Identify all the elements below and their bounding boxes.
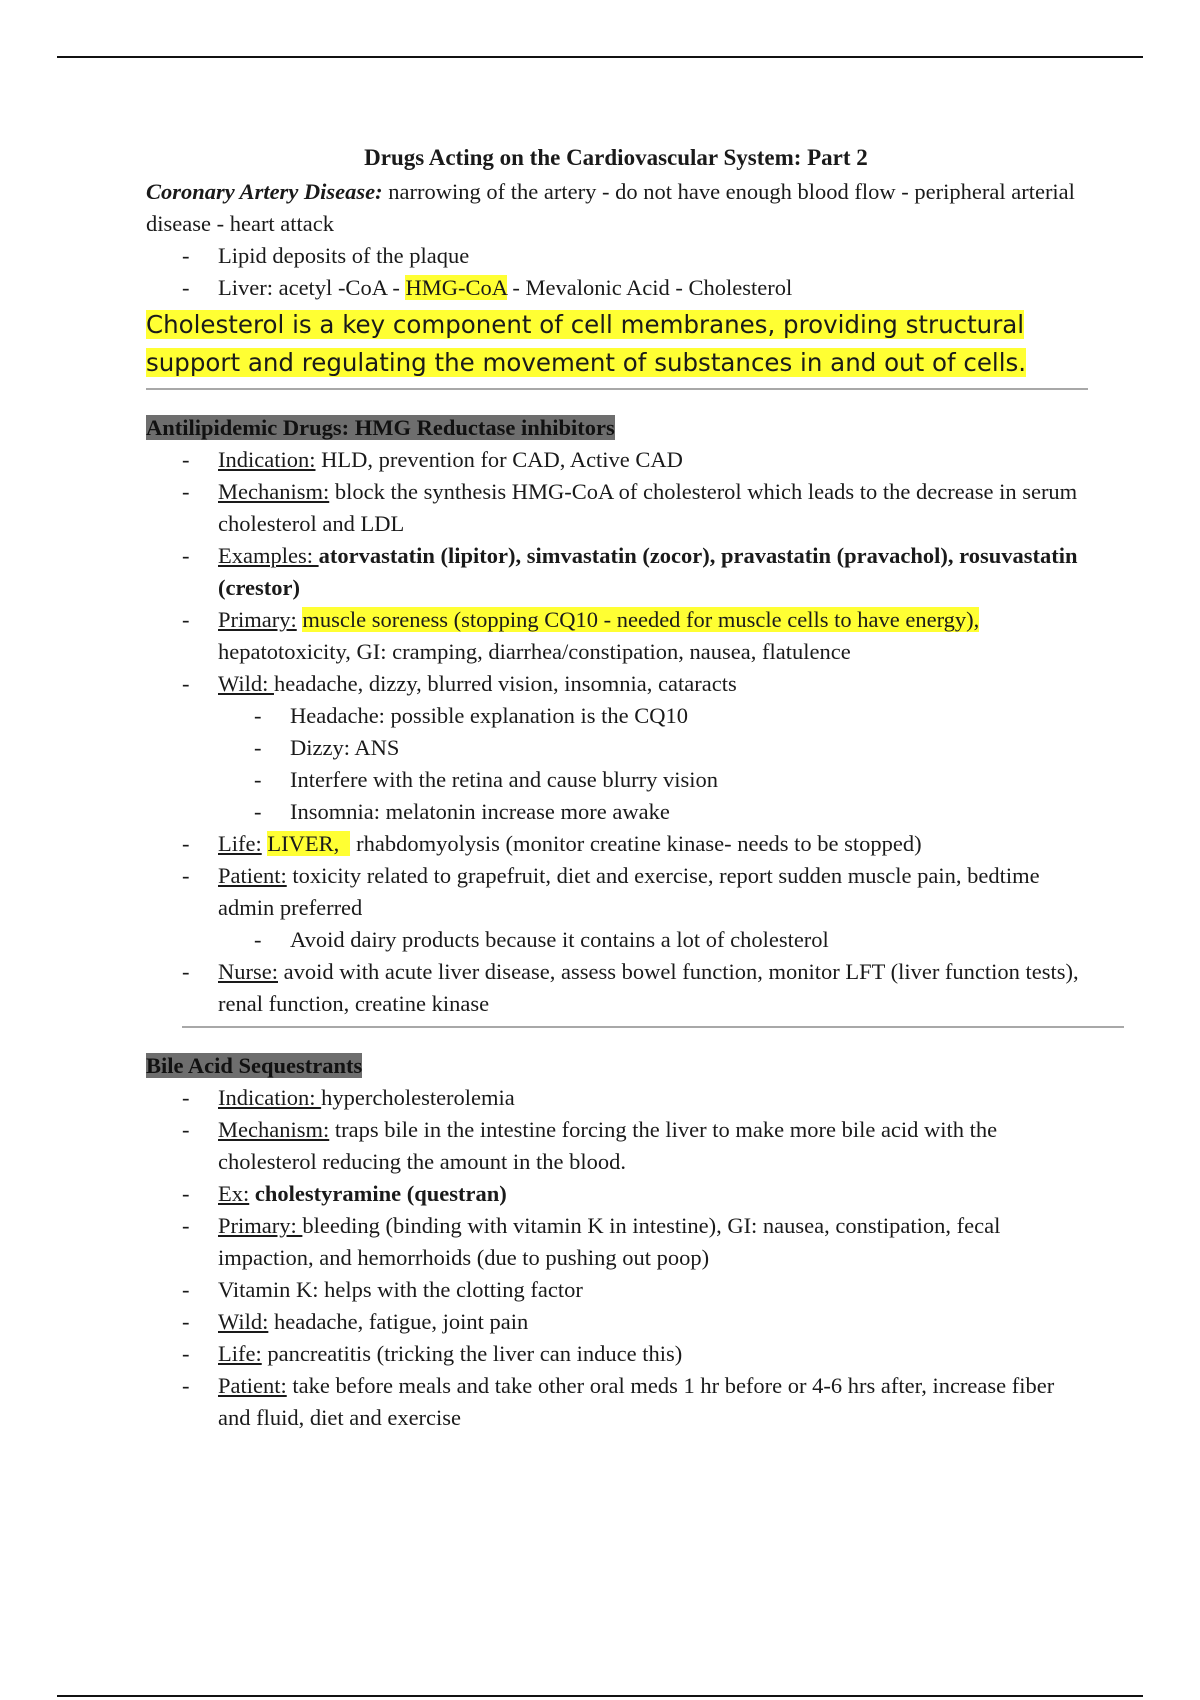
- list-item: [218, 860, 1086, 956]
- list-item: [218, 272, 1086, 304]
- section-heading-statins: [146, 412, 1086, 444]
- divider: [146, 388, 1088, 390]
- item-text: headache, fatigue, joint pain: [268, 1309, 529, 1334]
- item-label: Wild:: [218, 1309, 269, 1334]
- page-top-rule: [57, 56, 1143, 58]
- list-item: [218, 604, 1086, 668]
- item-text: bleeding (binding with vitamin K in intestine), GI: nausea, constipation, fecal impaction, and hemorrhoids (due to pushing out poop): [218, 1213, 1001, 1270]
- cad-term: Coronary Artery Disease:: [146, 179, 383, 204]
- item-label: Patient:: [218, 1373, 287, 1398]
- list-item: [218, 1210, 1086, 1274]
- item-text: take before meals and take other oral meds 1 hr before or 4-6 hrs after, increase fiber and fluid, diet and exercise: [218, 1373, 1055, 1430]
- item-label: Life:: [218, 1341, 262, 1366]
- list-item-text: - Mevalonic Acid - Cholesterol: [506, 275, 793, 300]
- item-text: Vitamin K: helps with the clotting factor: [218, 1277, 583, 1302]
- item-label: Mechanism:: [218, 479, 330, 504]
- item-text: toxicity related to grapefruit, diet and exercise, report sudden muscle pain, bedtime admin preferred: [218, 863, 1040, 920]
- list-item-text: Liver: acetyl -CoA -: [218, 275, 406, 300]
- item-label: Mechanism:: [218, 1117, 330, 1142]
- sub-list-item: - Avoid dairy products because it contains a lot of cholesterol: [290, 924, 1086, 956]
- divider: [182, 1026, 1124, 1028]
- item-text: hepatotoxicity, GI: cramping, diarrhea/constipation, nausea, flatulence: [218, 639, 851, 664]
- page-title: Drugs Acting on the Cardiovascular System: Part 2: [364, 145, 868, 170]
- list-item: [218, 1338, 1086, 1370]
- wild-sublist: [218, 700, 1086, 828]
- list-item: [218, 828, 1086, 860]
- item-label: Primary:: [218, 1213, 303, 1238]
- item-text: HLD, prevention for CAD, Active CAD: [315, 447, 683, 472]
- item-label: Indication:: [218, 1085, 322, 1110]
- list-item: [218, 1114, 1086, 1178]
- section-heading-text: Bile Acid Sequestrants: [146, 1053, 363, 1078]
- item-text: traps bile in the intestine forcing the liver to make more bile acid with the cholesterol reducing the amount in the blood.: [218, 1117, 998, 1174]
- highlighted-text: HMG-CoA: [405, 275, 507, 300]
- highlighted-text: LIVER,: [267, 831, 351, 856]
- item-label: Wild:: [218, 671, 274, 696]
- item-label: Primary:: [218, 607, 297, 632]
- page-bottom-rule: [57, 1695, 1143, 1697]
- list-item: [218, 1370, 1086, 1434]
- item-label: Patient:: [218, 863, 287, 888]
- item-text: block the synthesis HMG-CoA of cholesterol which leads to the decrease in serum cholesterol and LDL: [218, 479, 1078, 536]
- statins-list: [146, 444, 1086, 1020]
- list-item: [218, 444, 1086, 476]
- list-item: [218, 476, 1086, 540]
- list-item: [218, 540, 1086, 604]
- highlighted-text: muscle soreness (stopping CQ10 - needed for muscle cells to have energy),: [302, 607, 980, 632]
- item-text: rhabdomyolysis (monitor creatine kinase- needs to be stopped): [350, 831, 922, 856]
- list-item: [218, 1306, 1086, 1338]
- list-item: [218, 240, 1086, 272]
- item-text: cholestyramine (questran): [254, 1181, 507, 1206]
- patient-sublist: [218, 924, 1086, 956]
- callout-text: Cholesterol is a key component of cell membranes, providing structural support and regulating the movement of substances in and out of cells.: [146, 310, 1027, 377]
- cad-text: narrowing of the artery - do not have enough blood flow - peripheral arterial disease - heart attack: [146, 179, 1075, 236]
- list-item: [218, 1178, 1086, 1210]
- item-text: atorvastatin (lipitor), simvastatin (zocor), pravastatin (pravachol), rosuvastatin (crestor): [218, 543, 1078, 600]
- sub-list-item: - Dizzy: ANS: [290, 732, 1086, 764]
- list-item: [218, 668, 1086, 828]
- item-label: Life:: [218, 831, 262, 856]
- document-page: [146, 140, 1086, 1434]
- item-text: hypercholesterolemia: [321, 1085, 515, 1110]
- item-label: Examples:: [218, 543, 319, 568]
- list-item: [218, 1082, 1086, 1114]
- cad-list: [146, 240, 1086, 304]
- item-text: avoid with acute liver disease, assess bowel function, monitor LFT (liver function tests), renal function, creatine kinase: [218, 959, 1079, 1016]
- sub-list-item: - Headache: possible explanation is the CQ10: [290, 700, 1086, 732]
- item-text: pancreatitis (tricking the liver can induce this): [261, 1341, 683, 1366]
- list-item: [218, 1274, 1086, 1306]
- cholesterol-callout: [146, 306, 1086, 382]
- item-text: headache, dizzy, blurred vision, insomnia, cataracts: [273, 671, 737, 696]
- section-heading-text: Antilipidemic Drugs: HMG Reductase inhibitors: [146, 415, 615, 440]
- sub-list-item: - Insomnia: melatonin increase more awake: [290, 796, 1086, 828]
- list-item: [218, 956, 1086, 1020]
- section-heading-bile: [146, 1050, 1086, 1082]
- item-label: Nurse:: [218, 959, 278, 984]
- item-label: Ex:: [218, 1181, 250, 1206]
- list-item-text: Lipid deposits of the plaque: [218, 243, 470, 268]
- sub-list-item: - Interfere with the retina and cause blurry vision: [290, 764, 1086, 796]
- cad-definition: [146, 176, 1086, 240]
- item-label: Indication:: [218, 447, 316, 472]
- bile-list: [146, 1082, 1086, 1434]
